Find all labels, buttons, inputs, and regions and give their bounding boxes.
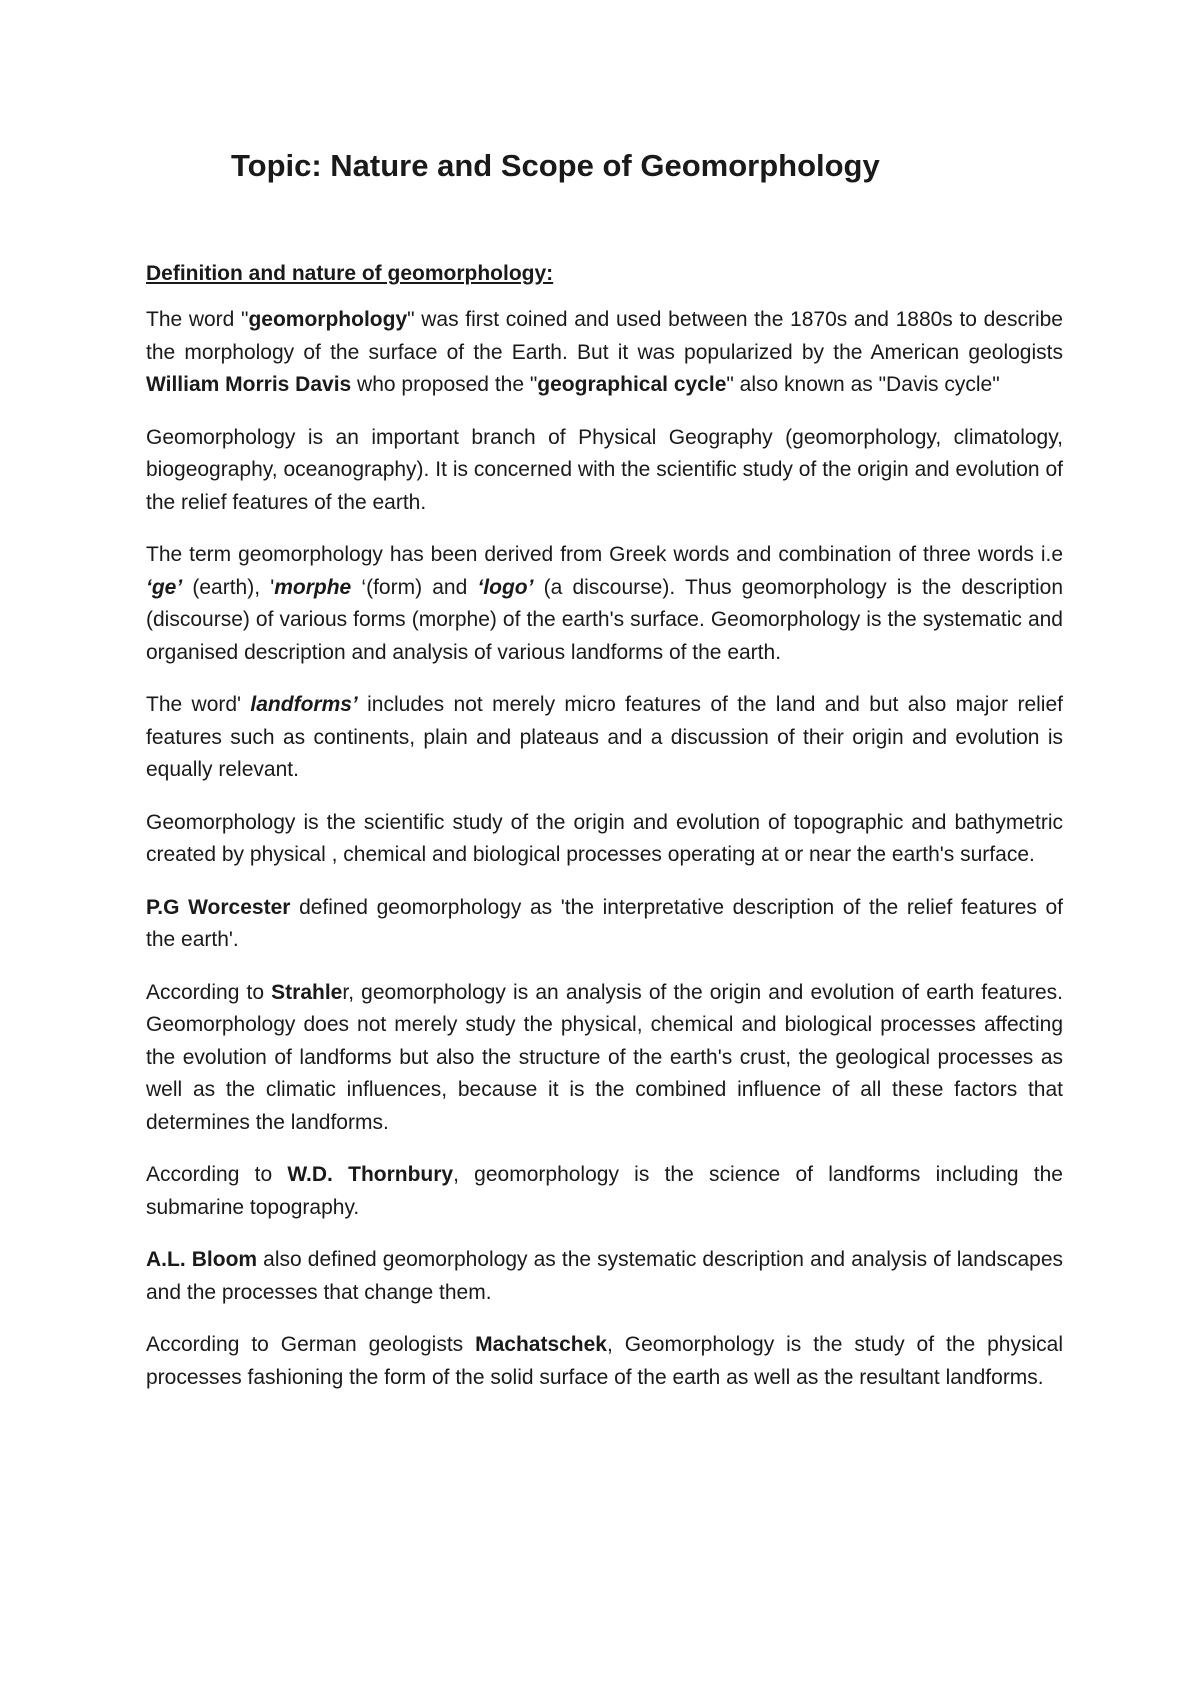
paragraph-greek-derivation [146, 539, 1063, 669]
bold-term: geographical cycle [537, 373, 727, 396]
text-run: The word' [146, 693, 251, 716]
paragraph-machatschek [146, 1329, 1063, 1394]
text-run: (a discourse). Thus geomorphology is the description (discourse) of various forms (morphe) of the earth's surface. Geomorphology is the systematic and organised description and analysis of various landforms of the earth. [146, 575, 1063, 664]
text-run: form) and [373, 575, 478, 599]
text-run: According to [146, 980, 272, 1004]
paragraph-thornbury [146, 1159, 1063, 1224]
document-title: Topic: Nature and Scope of Geomorphology [231, 148, 880, 183]
paragraph-worcester [146, 892, 1063, 957]
bold-name: William Morris Davis [146, 373, 352, 396]
bold-name: W.D. Thornbury [287, 1163, 454, 1186]
bold-italic-term: ‘ge’ [146, 575, 183, 599]
text-run: The term geomorphology has been derived from Greek words and combination of three words i.e [146, 543, 1063, 566]
paragraph-landforms [146, 689, 1063, 787]
bold-name: P.G Worcester [146, 895, 291, 919]
bold-term: geomorphology [248, 308, 408, 331]
text-run: , geomorphology is the science of landforms including the submarine topography. [146, 1163, 1063, 1219]
bold-name: Strahle [271, 980, 343, 1004]
paragraph-strahler [146, 977, 1063, 1140]
text-run: also defined geomorphology as the systematic description and analysis of landscapes and the processes that change them. [146, 1248, 1063, 1304]
text-run: " was first coined and used between the 1870s and 1880s to describe the morphology of the surface of the Earth. But it was popularized by the American geologists [146, 308, 1063, 364]
document-body [146, 258, 1063, 1414]
text-run: ‘( [351, 575, 374, 599]
bold-italic-term: morphe [274, 575, 352, 599]
section-heading: Definition and nature of geomorphology: [146, 262, 554, 285]
text-run: According to [146, 1163, 288, 1186]
text-run: According to German geologists [146, 1333, 476, 1356]
paragraph-branch-of-geography: Geomorphology is an important branch of Physical Geography (geomorphology, climatology, biogeography, oceanography). It is concerned with the scientific study of the origin and evolution of the relief features of the earth. [146, 425, 1063, 514]
text-run: (earth), ' [182, 575, 275, 599]
paragraph-origin-of-term [146, 304, 1063, 402]
text-run: r, geomorphology is an analysis of the origin and evolution of earth features. Geomorphology does not merely study the physical, chemical and biological processes affecting the evolution of landforms but also the structure of the earth's crust, the geological processes as well as the climatic influences, because it is the combined influence of all these factors that determines the landforms. [146, 980, 1063, 1134]
paragraph-scientific-study: Geomorphology is the scientific study of the origin and evolution of topographic and bathymetric created by physical , chemical and biological processes operating at or near the earth's surface. [146, 810, 1063, 866]
text-run: , Geomorphology is the study of the physical processes fashioning the form of the solid surface of the earth as well as the resultant landforms. [146, 1333, 1063, 1389]
paragraph-bloom [146, 1244, 1063, 1309]
bold-italic-term: ‘logo’ [477, 575, 534, 599]
text-run: includes not merely micro features of the land and but also major relief features such as continents, plain and plateaus and a discussion of their origin and evolution is equally relevant. [146, 693, 1063, 781]
bold-name: A.L. Bloom [146, 1248, 258, 1271]
text-run: who proposed the " [351, 373, 538, 396]
text-run: defined geomorphology as 'the interpretative description of the relief features of the earth'. [146, 895, 1063, 951]
bold-italic-term: landforms’ [250, 693, 358, 716]
bold-name: Machatschek [475, 1333, 607, 1356]
text-run: The word " [146, 308, 249, 331]
text-run: " also known as "Davis cycle" [726, 373, 1000, 396]
